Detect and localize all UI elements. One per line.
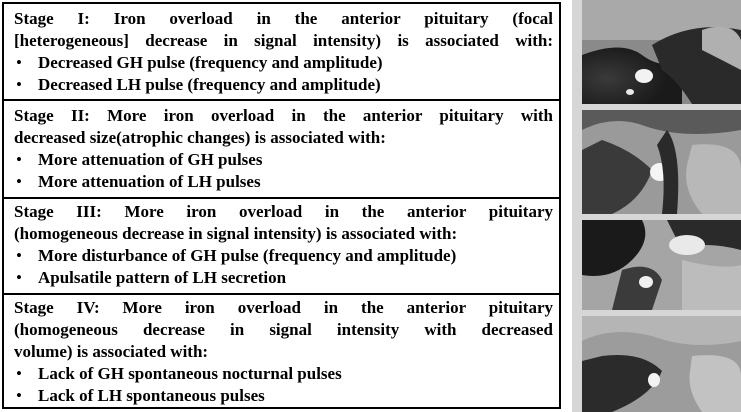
stage-4-row bbox=[4, 293, 559, 407]
mri-images-panel bbox=[572, 0, 741, 412]
stage-4-heading bbox=[14, 297, 553, 363]
stage-4-bullet-2 bbox=[14, 385, 553, 407]
stage-3-heading-line-2: (homogeneous decrease in signal intensity) is associated with: bbox=[14, 224, 458, 243]
stage-2-heading bbox=[14, 105, 553, 149]
bullet-icon: • bbox=[16, 75, 22, 94]
stage-1-heading-line-1: Stage I: Iron overload in the anterior pituitary (focal bbox=[14, 9, 553, 28]
stage-4-bullet-2-text: Lack of LH spontaneous pulses bbox=[38, 386, 265, 405]
stage-3-bullet-1-text: More disturbance of GH pulse (frequency and amplitude) bbox=[38, 246, 457, 265]
stage-2-bullets bbox=[14, 149, 553, 193]
stage-1-bullets bbox=[14, 52, 553, 96]
bullet-icon: • bbox=[16, 172, 22, 191]
stage-4-heading-line-2: (homogeneous decrease in signal intensity with decreased bbox=[14, 320, 553, 339]
stage-1-heading bbox=[14, 8, 553, 52]
bullet-icon: • bbox=[16, 150, 22, 169]
stage-4-heading-line-3: volume) is associated with: bbox=[14, 342, 209, 361]
stage-1-bullet-1 bbox=[14, 52, 553, 74]
stage-2-bullet-1-text: More attenuation of GH pulses bbox=[38, 150, 263, 169]
mri-image-stage-2 bbox=[582, 110, 741, 214]
bullet-icon: • bbox=[16, 246, 22, 265]
bullet-icon: • bbox=[16, 386, 22, 405]
stage-4-bullet-1-text: Lack of GH spontaneous nocturnal pulses bbox=[38, 364, 342, 383]
bullet-icon: • bbox=[16, 53, 22, 72]
stage-1-heading-line-2: [heterogeneous] decrease in signal intensity) is associated with: bbox=[14, 31, 553, 50]
mri-image-stage-3 bbox=[582, 220, 741, 310]
stage-2-bullet-2 bbox=[14, 171, 553, 193]
stage-2-bullet-2-text: More attenuation of LH pulses bbox=[38, 172, 261, 191]
stage-3-bullet-1 bbox=[14, 245, 553, 267]
bullet-icon: • bbox=[16, 268, 22, 287]
stage-2-heading-line-2: decreased size(atrophic changes) is associated with: bbox=[14, 128, 386, 147]
stage-3-heading-line-1: Stage III: More iron overload in the anterior pituitary bbox=[14, 202, 553, 221]
stage-3-row bbox=[4, 197, 559, 293]
stage-1-bullet-1-text: Decreased GH pulse (frequency and amplitude) bbox=[38, 53, 383, 72]
stage-3-heading bbox=[14, 201, 553, 245]
stage-1-row bbox=[4, 4, 559, 99]
mri-image-stage-1 bbox=[582, 0, 741, 104]
stage-2-row bbox=[4, 99, 559, 197]
stage-3-bullet-2-text: Apulsatile pattern of LH secretion bbox=[38, 268, 287, 287]
mri-image-stage-4 bbox=[582, 316, 741, 412]
stage-3-bullet-2 bbox=[14, 267, 553, 289]
stage-4-bullets bbox=[14, 363, 553, 407]
stage-1-bullet-2 bbox=[14, 74, 553, 96]
stage-2-bullet-1 bbox=[14, 149, 553, 171]
stage-4-heading-line-1: Stage IV: More iron overload in the anterior pituitary bbox=[14, 298, 553, 317]
stage-3-bullets bbox=[14, 245, 553, 289]
stages-table bbox=[2, 2, 561, 409]
stage-4-bullet-1 bbox=[14, 363, 553, 385]
stage-2-heading-line-1: Stage II: More iron overload in the anterior pituitary with bbox=[14, 106, 553, 125]
bullet-icon: • bbox=[16, 364, 22, 383]
stage-1-bullet-2-text: Decreased LH pulse (frequency and amplitude) bbox=[38, 75, 381, 94]
